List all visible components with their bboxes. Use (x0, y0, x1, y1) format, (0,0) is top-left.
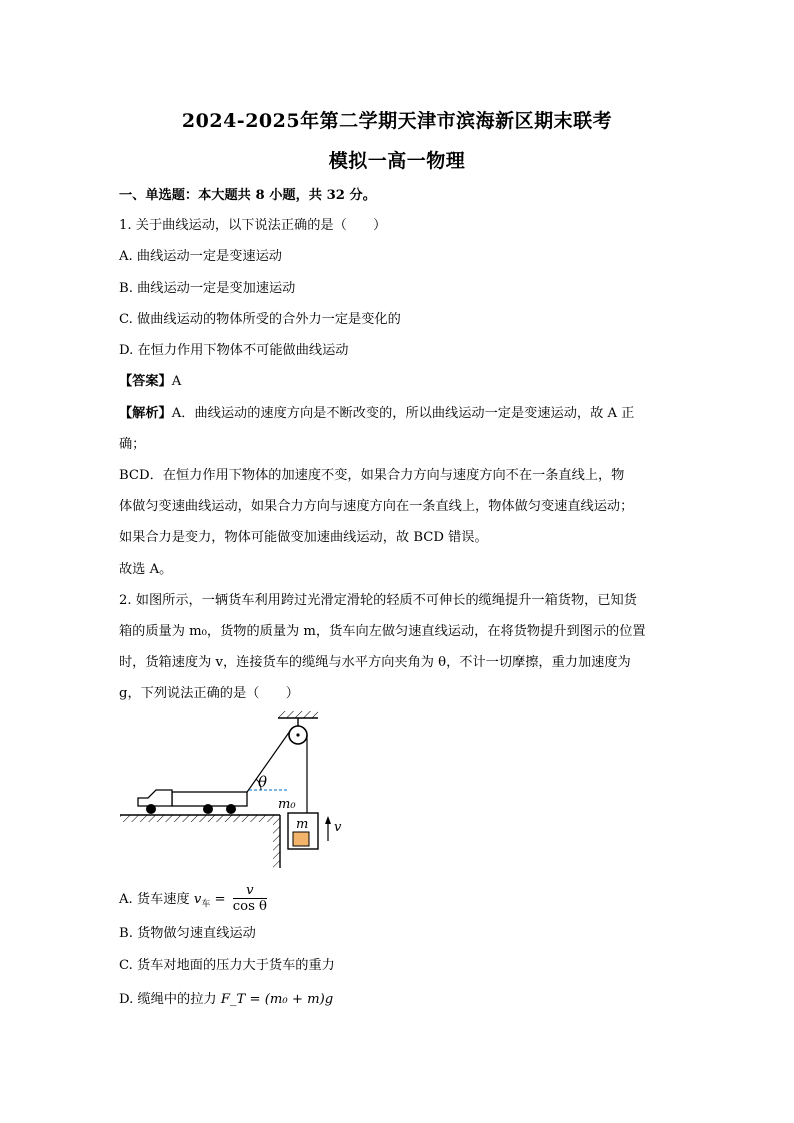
q2-stem-line: g，下列说法正确的是（ ） (119, 686, 299, 701)
q2-option-c: C. 货车对地面的压力大于货车的重力 (119, 958, 335, 973)
q1-analysis-line: 故选 A。 (119, 562, 173, 577)
analysis-text: A．曲线运动的速度方向是不断改变的，所以曲线运动一定是变速运动，故 A 正 (171, 406, 635, 421)
cargo (293, 832, 309, 846)
q1-analysis-line: BCD．在恒力作用下物体的加速度不变，如果合力方向与速度方向不在一条直线上，物 (119, 468, 625, 483)
q2-option-b: B. 货物做匀速直线运动 (119, 926, 256, 941)
exam-title: 2024-2025年第二学期天津市滨海新区期末联考 (181, 110, 613, 132)
q1-analysis-line: 如果合力是变力，物体可能做变加速曲线运动，故 BCD 错误。 (119, 530, 488, 545)
q1-option-d: D. 在恒力作用下物体不可能做曲线运动 (119, 343, 349, 358)
q1-option-b: B. 曲线运动一定是变加速运动 (119, 281, 296, 296)
velocity-fraction: $\frac{v}{\text{cos θ}}$ (232, 883, 267, 914)
truck-pulley-figure (118, 708, 358, 876)
q2-stem-line: 时，货箱速度为 v，连接货车的缆绳与水平方向夹角为 θ，不计一切摩擦，重力加速度为 (119, 655, 631, 670)
answer-tag: 【答案】 (119, 374, 172, 389)
q1-answer (119, 372, 679, 392)
exam-subtitle: 模拟一高一物理 (328, 150, 466, 172)
cargo-mass-label: m (296, 817, 309, 832)
q2-stem-line: 箱的质量为 m₀，货物的质量为 m，货车向左做匀速直线运动，在将货物提升到图示的位置 (119, 624, 646, 639)
box-mass-label: m₀ (278, 797, 296, 812)
q1-option-c: C. 做曲线运动的物体所受的合外力一定是变化的 (119, 312, 401, 327)
q1-analysis-line: 体做匀变速曲线运动，如果合力方向与速度方向在一条直线上，物体做匀变速直线运动； (119, 499, 634, 514)
q1-analysis-line: 确； (119, 437, 146, 452)
q2-option-d: D. 缆绳中的拉力 F_T = (m₀ + m)g (119, 992, 334, 1007)
analysis-tag: 【解析】 (119, 406, 172, 421)
truck (172, 792, 247, 806)
q2-stem-line: 2. 如图所示，一辆货车利用跨过光滑定滑轮的轻质不可伸长的缆绳提升一箱货物，已知货 (119, 593, 637, 608)
q1-stem: 1. 关于曲线运动，以下说法正确的是（ ） (119, 218, 387, 233)
answer-value: A (171, 374, 182, 389)
angle-label: θ (258, 773, 268, 791)
q2-option-a: A. 货车速度 $v_车$ = $\frac{v}{\text{cos θ}}$ (119, 883, 267, 914)
section-heading: 一、单选题：本大题共 8 小题，共 32 分。 (119, 188, 376, 203)
q1-analysis-line (119, 404, 679, 424)
q1-option-a: A. 曲线运动一定是变速运动 (119, 249, 282, 264)
velocity-label: v (334, 820, 342, 835)
